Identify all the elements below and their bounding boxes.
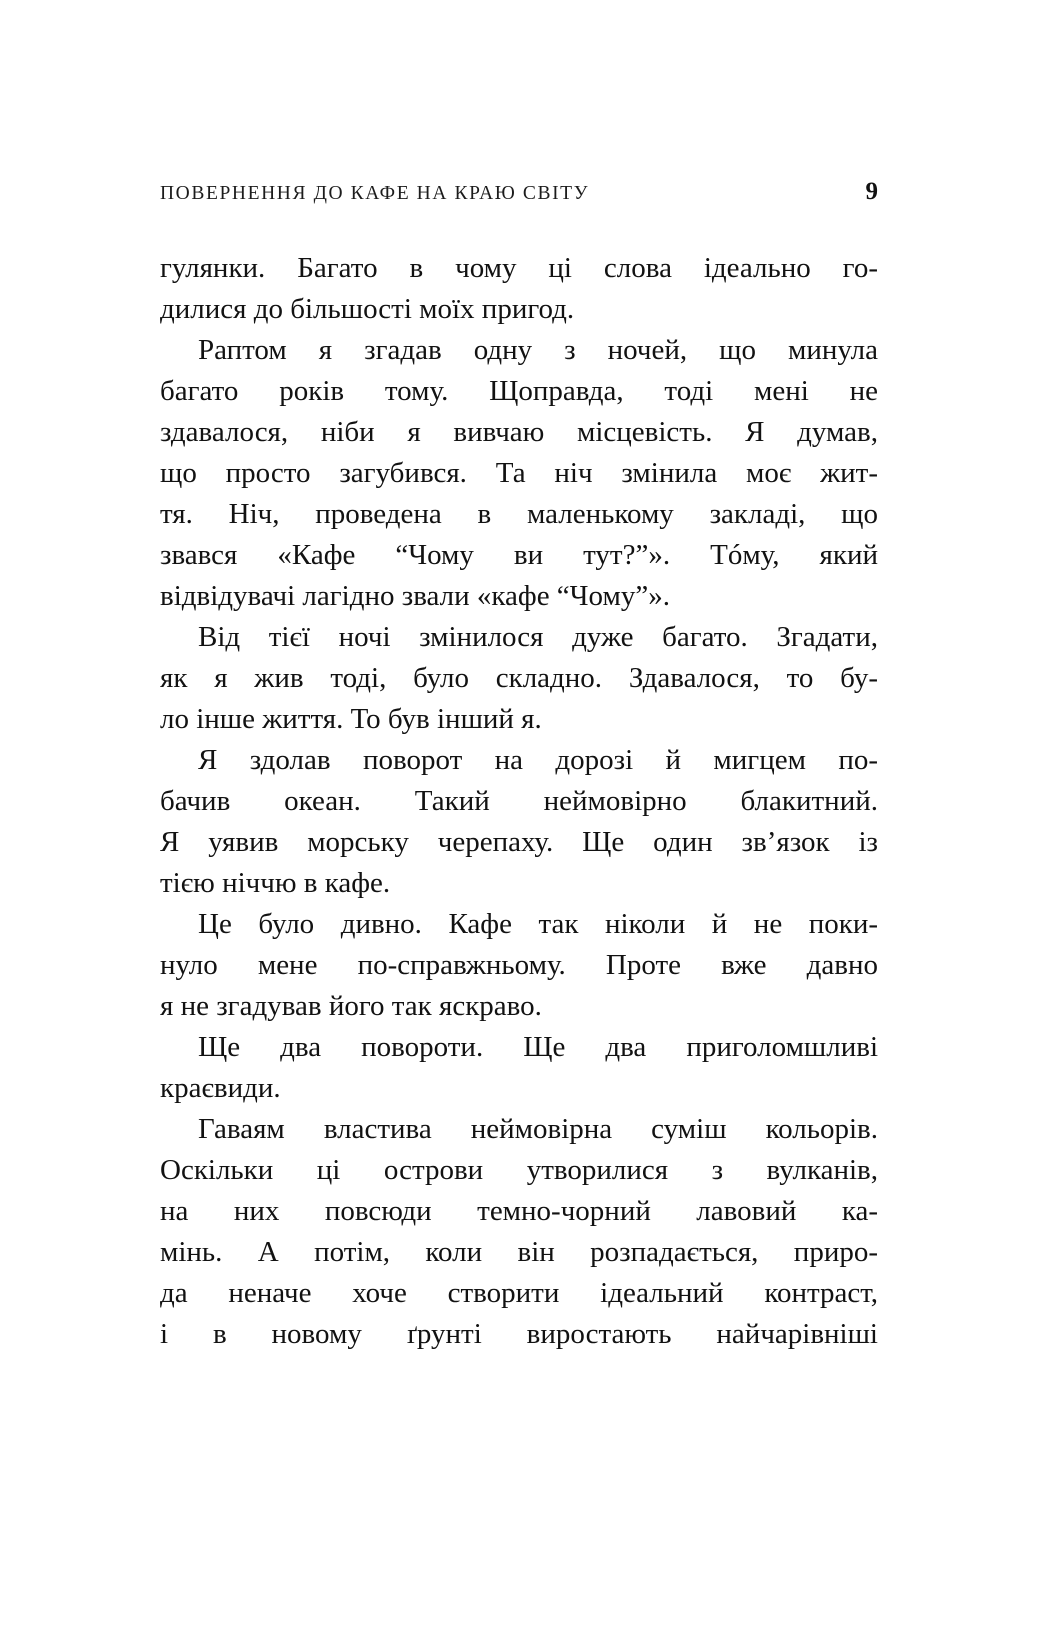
text-line: Раптом я згадав одну з ночей, що минула — [198, 334, 878, 366]
text-line: відвідувачі лагідно звали «кафе “Чому”». — [160, 580, 670, 612]
paragraph — [160, 330, 878, 617]
text-line: Ще два повороти. Ще два приголомшливі — [198, 1031, 878, 1063]
paragraph — [160, 904, 878, 1027]
text-line: тією ніччю в кафе. — [160, 867, 391, 899]
text-line: Я уявив морську черепаху. Ще один зв’язок із — [160, 826, 878, 858]
text-line: да неначе хоче створити ідеальний контраст, — [160, 1277, 878, 1309]
text-line: краєвиди. — [160, 1072, 281, 1104]
text-line: тя. Ніч, проведена в маленькому закладі, що — [160, 498, 878, 530]
text-line: Я здолав поворот на дорозі й мигцем по- — [198, 744, 878, 776]
running-title: ПОВЕРНЕННЯ ДО КАФЕ НА КРАЮ СВІТУ — [160, 183, 590, 204]
text-line: мінь. А потім, коли він розпадається, приро- — [160, 1236, 878, 1268]
text-line: нуло мене по-справжньому. Проте вже давно — [160, 949, 878, 981]
paragraph — [160, 248, 878, 330]
text-line: на них повсюди темно-чорний лавовий ка- — [160, 1195, 878, 1227]
text-line: звався «Кафе “Чому ви тут?”». Тóму, який — [160, 539, 878, 571]
text-line: ло інше життя. То був інший я. — [160, 703, 542, 735]
text-line: Гаваям властива неймовірна суміш кольорів. — [198, 1113, 878, 1145]
text-line: Це було дивно. Кафе так ніколи й не поки- — [198, 908, 878, 940]
text-line: що просто загубився. Та ніч змінила моє жит- — [160, 457, 878, 489]
paragraph — [160, 617, 878, 740]
text-line: гулянки. Багато в чому ці слова ідеально го- — [160, 252, 878, 284]
paragraph — [160, 740, 878, 904]
page-number: 9 — [865, 178, 878, 205]
text-line: я не згадував його так яскраво. — [160, 990, 542, 1022]
text-line: здавалося, ніби я вивчаю місцевість. Я думав, — [160, 416, 878, 448]
text-line: дилися до більшості моїх пригод. — [160, 293, 575, 325]
text-line: Від тієї ночі змінилося дуже багато. Згадати, — [198, 621, 878, 653]
body-text — [160, 248, 878, 1355]
text-line: багато років тому. Щоправда, тоді мені не — [160, 375, 878, 407]
text-line: бачив океан. Такий неймовірно блакитний. — [160, 785, 878, 817]
running-header — [160, 178, 878, 206]
text-line: як я жив тоді, було складно. Здавалося, то бу- — [160, 662, 878, 694]
text-line: Оскільки ці острови утворилися з вулканів, — [160, 1154, 878, 1186]
paragraph — [160, 1109, 878, 1355]
text-line: і в новому ґрунті виростають найчарівніші — [160, 1318, 878, 1350]
paragraph — [160, 1027, 878, 1109]
